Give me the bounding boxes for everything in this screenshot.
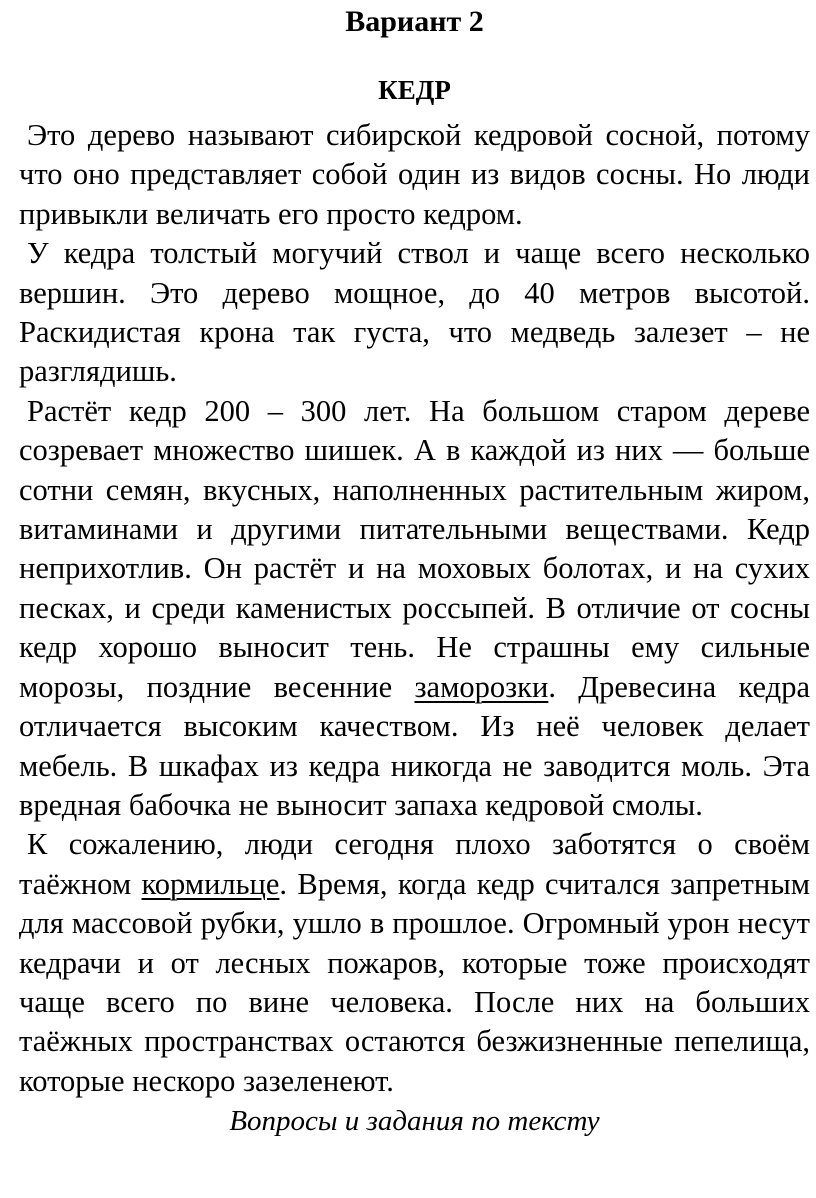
underlined-word-zamorozki: заморозки — [414, 669, 549, 704]
text-title: КЕДР — [378, 75, 451, 105]
paragraph-2 — [19, 234, 810, 392]
paragraph-2-text: У кедра толстый могучий ствол и чаще всего несколько вершин. Это дерево мощное, до 40 метров высотой. Раскидистая крона так густа, что медведь залезет – не разглядишь. — [19, 236, 810, 389]
underlined-word-kormilce: кормильце — [141, 866, 280, 901]
paragraph-3-text-start: Растёт кедр 200 – 300 лет. На большом старом дереве созревает множество шишек. А в каждой из них — больше сотни семян, вкусных, наполненных растительным жиром, витаминами и другими питательными веществами. Кедр неприхотлив. Он растёт и на моховых болотах, и на сухих песках, и среди каменистых россыпей. В отличие от сосны кедр хорошо выносит тень. Не страшны ему сильные морозы, поздние весенние — [19, 393, 810, 704]
paragraph-3-text-end: . Древесина кедра отличается высоким качеством. Из неё человек делает мебель. В шкафах из кедра никогда не заводится моль. Эта вредная бабочка не выносит запаха кедровой смолы. — [19, 669, 810, 822]
paragraph-4-text-start: К сожалению, люди сегодня плохо заботятся о своём таёжном — [19, 827, 810, 901]
variant-title: Вариант 2 — [345, 5, 484, 38]
paragraph-3 — [19, 392, 810, 825]
paragraph-1-text: Это дерево называют сибирской кедровой сосной, потому что оно представляет собой один из видов сосны. Но люди привыкли величать его просто кедром. — [19, 118, 810, 231]
questions-heading: Вопросы и задания по тексту — [229, 1105, 600, 1138]
paragraph-4 — [19, 825, 810, 1101]
paragraph-4-text-end: . Время, когда кедр считался запретным для массовой рубки, ушло в прошлое. Огромный урон несут кедрачи и от лесных пожаров, которые тоже происходят чаще всего по вине человека. После них на больших таёжных пространствах остаются безжизненные пепелища, которые нескоро зазеленеют. — [19, 866, 810, 1098]
document-page — [19, 0, 810, 1141]
paragraph-1 — [19, 116, 810, 234]
